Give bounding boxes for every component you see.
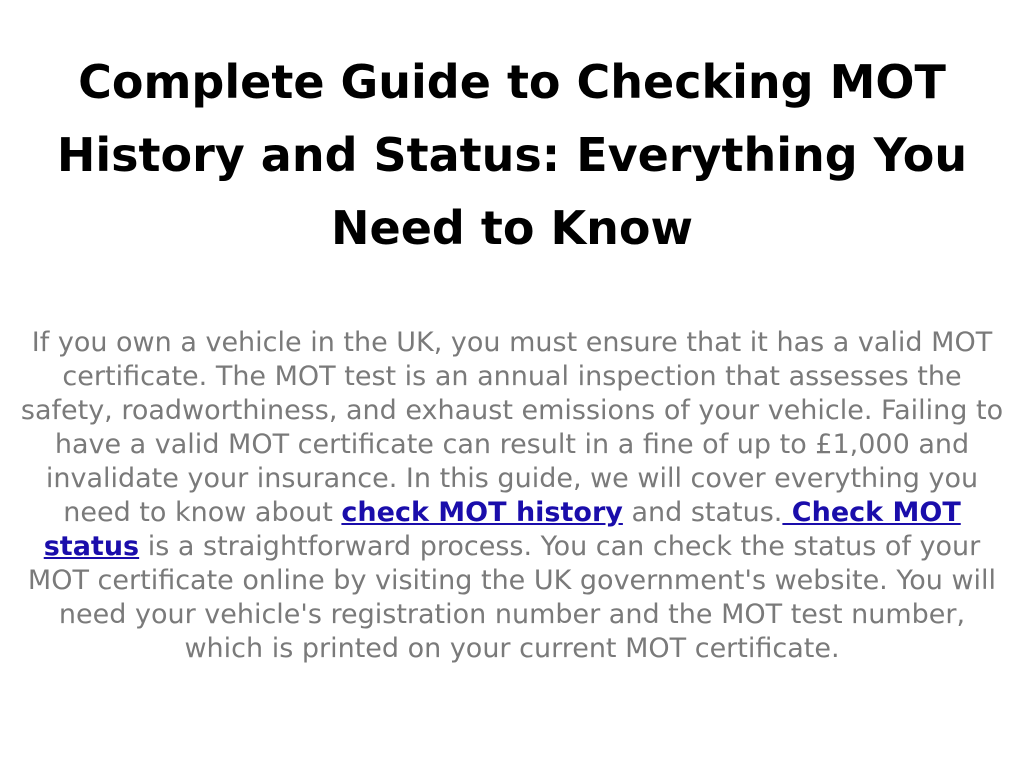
check-mot-history-link[interactable]: check MOT history — [341, 497, 623, 528]
body-text-intro: If you own a vehicle in the UK, you must ensure that it has a valid MOT certificate. The MOT test is an annual inspection that assesses the safety, roadworthiness, and exhaust emissions of your vehicle. Failing to have a valid MOT certificate can result in a fine of up to £1,000 and invalidate your insurance. In this guide, we will cover everything you need to know about — [20, 327, 1004, 528]
page-title: Complete Guide to Checking MOT History and Status: Everything You Need to Know — [56, 55, 968, 255]
check-mot-status-link[interactable]: Check MOT status — [43, 497, 961, 562]
body-text-closing: is a straightforward process. You can check the status of your MOT certificate online by visiting the UK government's website. You will need your vehicle's registration number and the MOT test number, which is printed on your current MOT certificate. — [27, 531, 997, 664]
body-text-middle: and status. — [622, 497, 783, 528]
body-paragraph — [20, 326, 1004, 666]
